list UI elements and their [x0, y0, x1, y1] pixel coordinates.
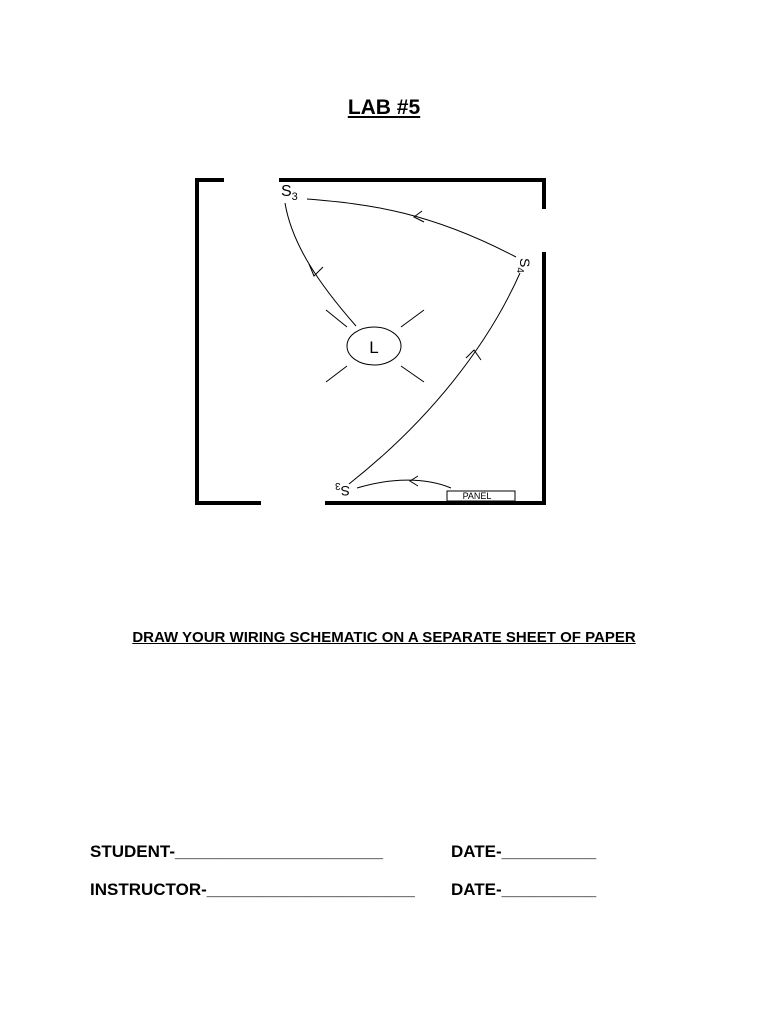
arrow-left [309, 264, 323, 276]
page-title: LAB #5 [347, 96, 421, 119]
arrow-right [466, 350, 481, 360]
student-date-line: DATE-__________ [451, 842, 597, 861]
wiring-runs [285, 199, 520, 488]
switch-top-label: $S_3$ [281, 183, 298, 203]
instructor-date-line: DATE-__________ [451, 880, 597, 899]
student-signature-line: STUDENT-______________________ [90, 842, 384, 861]
panel-label: PANEL [462, 491, 492, 501]
wire-s4-to-s3-bottom [349, 273, 520, 484]
instruction-text: DRAW YOUR WIRING SCHEMATIC ON A SEPARATE SHEET OF PAPER [132, 629, 636, 646]
wall-left [197, 180, 259, 503]
light-label: L [369, 338, 379, 357]
instructor-signature-line: INSTRUCTOR-______________________ [90, 880, 415, 899]
wire-s3-to-light [285, 203, 356, 326]
wire-panel-to-s3-bottom [357, 480, 451, 488]
arrow-bottom [410, 476, 418, 486]
switch-right-label: $S_4$ [514, 258, 533, 273]
floor-plan-diagram [190, 172, 560, 512]
wall-top-right [281, 180, 544, 207]
switch-bottom-label: $S_3$ [335, 480, 350, 499]
wire-s3-to-s4 [307, 199, 516, 257]
